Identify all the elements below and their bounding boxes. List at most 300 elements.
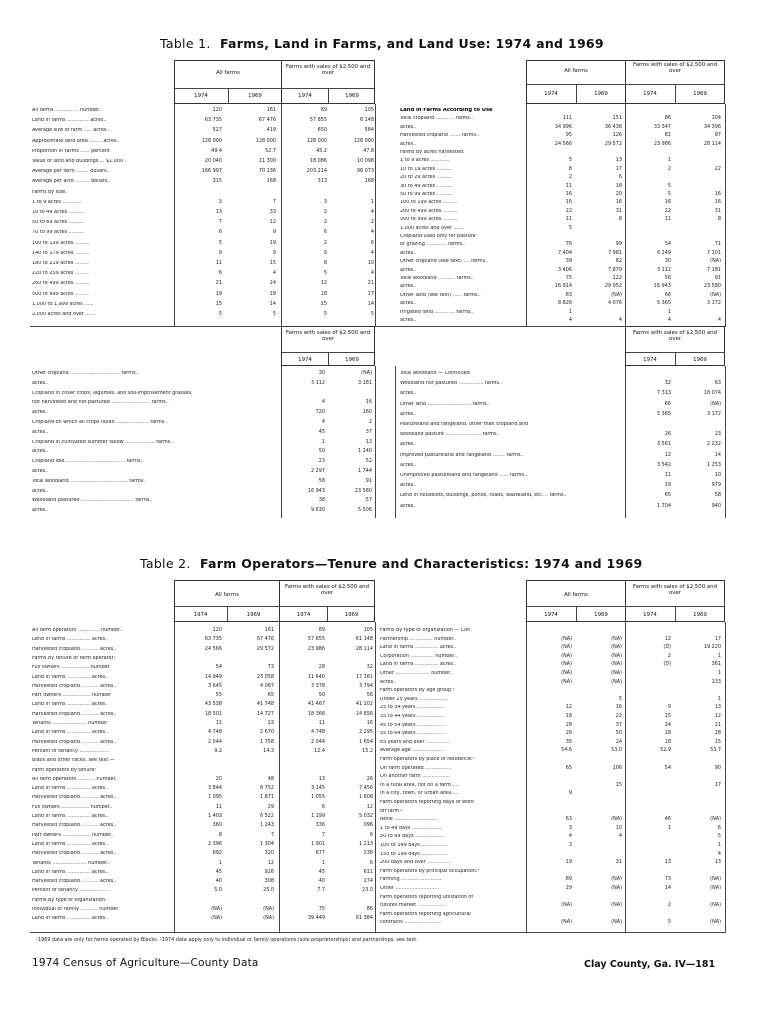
t1-right-row-label: 20 to 29 acres .......... [400,175,453,181]
t1-left-row-cell: 166 997 [201,168,222,175]
table1-title [160,38,604,51]
t2-right-row-cell: (NA) [611,902,622,909]
t2-right-row-cell: 63 [565,816,572,823]
t2-left-row-cell: 12.4 [314,747,325,754]
t2-right-row-cell: (NA) [561,678,572,685]
t2-left-row-label: All farm operators .............. number.. [32,628,123,633]
t1-right-row-cell: 5 [667,182,671,189]
t1-lower-left-row-cell: 2 [368,419,372,425]
t1-left-row-cell: 161 [266,107,276,113]
t2-left-row-cell: 120 [212,627,222,633]
t2-left-row-label: Land in farms ............... acres.. [32,730,109,736]
t1-lower-left-row-label: acres.. [32,449,49,455]
t2-right-row-label: 150 to 199 days ................. [380,851,448,857]
t1-left-row-cell: 12 [269,219,276,226]
t1-lower-right-year-1974: 1974 [643,357,657,363]
t1-right-row-cell: 36 438 [604,123,622,130]
t2-left-row-cell: 3 145 [310,785,325,792]
t2-left-row-cell: 7 456 [358,785,373,792]
t1-lower-left-row-label: Cropland idle ...................................... farms.. [32,459,144,465]
t2-right-row-cell: 5 [618,695,622,702]
t2-left-row-cell: 2 295 [358,729,373,736]
t2-right-row-label: On farm operated ................. [380,765,452,771]
t2-left-row-cell: 18 366 [307,710,325,717]
t2-right-row-cell: 29 [565,885,572,891]
t1-left-row-cell: 18 086 [309,158,327,164]
t1-left-row-label: 500 to 999 acres ......... [32,291,89,297]
t2-right-row-cell: (NA) [611,644,622,651]
t1-right-row-cell: 6 249 [656,249,671,256]
t1-lower-right-row-cell: 2 232 [706,441,721,448]
t1-right-row-cell: 16 [565,199,572,206]
t2-right-row-cell: 5 [667,919,671,926]
t1-lower-right-row-cell: 19 [664,482,671,489]
t2-right-row-label: 200 days and over ............... [380,860,451,866]
t1-right-row-cell: 4 [667,317,671,323]
t1-lower-left-row-cell: 3 112 [310,379,325,386]
t1-right-row-cell: 28 114 [703,140,721,147]
t1-left-row-cell: 168 [266,178,276,185]
t1-left-row-cell: 9 [218,249,222,256]
t1-right-row-cell: 122 [612,275,622,281]
t1-lower-right-row-cell: 26 [664,431,671,438]
t1-lower-right-row-cell: 32 [664,380,671,387]
t2-right-row-cell: 361 [711,661,721,668]
t2-left-row-cell: 3 794 [358,682,373,689]
t1-lower-left-row-cell: 2 297 [310,468,325,474]
t1-left-row-cell: 2 [323,239,327,246]
t2-left-year-1974-a: 1974 [193,612,208,618]
t2-right-row-cell: 54.6 [561,747,572,754]
footnote: ¹1969 data are only for farms operated by Blacks. ²1974 data apply only to individual or family operations (sole proprietorships) and partnerships, see text. [36,937,418,943]
t2-right-row-cell: 2 [667,902,671,909]
t1-lower-left-row-cell: 5 506 [357,507,372,514]
t1-lower-right-row-label: Unimproved pastureland and rangeland ...... farms.. [400,473,528,478]
t2-left-row-cell: 55 [215,692,222,699]
t2-right-row-cell: 18 [664,730,671,737]
t1-left-row-cell: 419 [266,127,276,134]
t2-left-row-cell: 336 [315,822,325,829]
t1-left-row-cell: 105 [364,107,374,113]
t1-left-row-label: Proportion in farms ...... percent [32,148,110,154]
t1-right-row-cell: 20 [615,191,622,197]
t2-left-row-label: Percent of tenancy ................... [32,748,110,754]
t2-left-row-cell: 1 901 [310,840,325,847]
t1-right-row-cell: 2 [568,174,572,181]
t2-right-col-sales: Farms with sales of $2,500 and over [632,584,718,597]
t2-left-row-cell: 14 949 [204,673,222,680]
t1-left-row-cell: 2 [323,219,327,226]
t2-right-row-cell: (NA) [611,635,622,642]
t2-left-row-cell: 11 640 [307,673,325,680]
t1-left-row-cell: 24 [269,280,276,287]
t2-left-row-label: Harvested cropland ........... acres.. [32,646,117,652]
t2-right-row-cell: (NA) [710,876,721,883]
t1-lower-right-row-label: acres.. [400,483,417,489]
t1-right-row-cell: 7 981 [607,249,622,256]
t2-left-row-cell: 23 [267,720,274,726]
t1-lower-right-row-cell: 23 [714,431,721,438]
t1-left-row-cell: 4 [272,270,276,277]
t1-left-row-cell: 11 [215,260,222,266]
t1-left-row-cell: 650 [317,127,327,134]
t1-right-row-cell: 16 943 [653,283,671,290]
t1-left-row-cell: 18 [320,290,327,297]
t1-right-row-cell: 34 396 [703,123,721,130]
t1-right-row-label: Total cropland ............ farms.. [400,116,474,122]
t1-lower-left-row-cell: 37 [365,428,372,435]
t2-left-row-cell: 5.0 [214,887,222,894]
t2-right-row-cell: (NA) [611,652,622,659]
t2-left-row-label: Harvested cropland ........... acres.. [32,795,117,801]
t2-right-row-cell: 19 [565,859,572,866]
t1-lower-right-row-label: acres.. [400,462,417,468]
t1-left-row-cell: 1 [370,198,374,205]
t1-right-row-cell: 11 [664,216,671,223]
t2-right-row-cell: 3 [568,824,572,831]
t1-right-row-cell: 66 [664,291,671,298]
t1-left-year-1974-b: 1974 [298,93,312,99]
t2-right-row-cell: 5 [717,833,721,840]
t1-left-row-label: 220 to 259 acres ......... [32,271,89,277]
t2-right-row-label: off farm:² [380,808,403,814]
t1-right-row-cell: 71 [714,241,721,248]
t2-right-row-cell: 6 [717,824,721,831]
t1-right-row-cell: 76 [565,241,572,248]
t1-lower-left-row-label: acres.. [32,410,49,416]
t2-left-row-cell: 39 449 [307,915,325,922]
t2-right-row-cell: (NA) [561,652,572,659]
t1-lower-right-row-label: acres.. [400,411,417,417]
t2-right-row-cell: 1 [717,695,721,702]
t1-lower-left-row-cell: 50 [318,448,325,455]
footer-page-ref: Clay County, Ga. IV—181 [584,959,716,970]
t1-right-row-label: Other land (see text) ...... farms.. [400,292,481,298]
t2-left-row-cell: 6 [369,859,373,866]
t2-right-row-cell: 90 [714,764,721,771]
t1-lower-right-row-label: Total woodland — Continued [400,371,470,376]
t2-right-row-cell: 50 [615,730,622,737]
t1-left-row-cell: 313 [317,178,327,185]
t1-right-row-cell: 97 [714,132,721,139]
t2-left-row-cell: 32 [366,664,373,671]
t2-right-row-label: 35 to 44 years .................. [380,714,446,719]
t1-lower-left-row-cell: 45 [318,428,325,435]
t2-right-row-label: 100 to 149 days ................. [380,843,448,848]
t2-left-row-cell: 89 [318,627,325,633]
t2-left-row-label: Land in farms ............... acres.. [32,786,109,791]
t1-right-row-cell: 29 052 [604,283,622,290]
t1-left-row-cell: 4 [370,229,374,236]
t2-left-row-cell: 1 304 [259,840,274,847]
t2-left-row-cell: 63 735 [204,636,222,643]
t2-right-row-cell: 13 [714,704,721,711]
t1-right-row-cell: 5 [568,224,572,231]
t1-right-row-label: 1,000 acres and over ....... [400,225,465,231]
t2-left-row-label: All farm operators ........... number.. [32,776,119,782]
t1-left-row-cell: 89 [320,107,327,113]
t2-left-row-cell: 1 199 [310,813,325,819]
t1-left-row-cell: 20 040 [204,158,222,164]
t1-right-col-all-farms: All farms [564,68,588,74]
t2-right-row-cell: 31 [615,859,622,866]
t1-left-row-cell: 18 [269,290,276,297]
t1-lower-left-row-cell: 1 [321,438,325,445]
t1-right-row-cell: 58 [664,275,671,281]
t1-right-row-cell: 24 566 [554,140,572,147]
t2-right-row-label: 55 to 64 years .................. [380,731,446,737]
t2-left-row-cell: 43 538 [204,701,222,708]
t2-right-row-cell: (NA) [561,670,572,676]
t2-right-row-label: Farm operators by place of residence:² [380,757,475,762]
t2-right-row-cell: 16 [615,704,622,711]
t2-left-row-cell: 677 [315,850,325,857]
t2-right-row-cell: 12 [565,704,572,711]
t2-right-row-cell: 28 [714,730,721,737]
t1-right-row-cell: 16 [664,199,671,206]
t1-right-row-cell: 33 347 [653,123,671,130]
t2-right-row-cell: (NA) [611,876,622,883]
t2-right-row-label: Land in farms ............... acres.. [380,662,457,668]
t2-right-row-label: Other ...................... number.. [380,671,453,676]
t2-right-row-cell: (NA) [561,635,572,642]
t2-left-row-cell: 4 748 [310,729,325,736]
t2-left-col-all-farms: All farms [215,592,239,598]
t2-right-row-cell: (NA) [561,644,572,651]
t1-right-year-1969-a: 1969 [594,91,608,97]
t1-lower-right-row-cell: 11 [664,472,671,478]
t1-lower-left-row-cell: 30 [318,370,325,376]
t2-right-row-label: None ............................ [380,817,438,823]
t1-right-row-cell: 22 [714,165,721,172]
t1-left-row-cell: 4 [370,270,374,277]
t2-left-row-label: Black and other races, see text — [32,758,115,764]
t1-lower-right-row-cell: 3 561 [656,441,671,448]
t1-right-row-cell: 81 [664,132,671,139]
t2-left-row-cell: 105 [363,627,373,633]
t1-right-row-cell: 16 [615,199,622,206]
t1-lower-right-col-sales: Farms with sales of $2,500 and over [632,330,718,343]
t1-left-row-cell: 10 [367,260,374,266]
t1-left-row-cell: 315 [212,178,222,185]
t1-right-row-cell: 13 [615,157,622,164]
t1-lower-right-row-cell: 63 [714,380,721,387]
t1-left-row-label: Land in farms .............. acres.. [32,118,107,124]
t1-lower-left-row-cell: 52 [365,458,372,465]
t1-left-row-cell: 4 [370,209,374,215]
table2-prefix: Table 2. [140,556,191,571]
t2-right-row-cell: 1 [667,824,671,831]
t1-right-row-cell: 18 [615,182,622,189]
t2-left-row-cell: 13 [318,775,325,782]
t1-lower-left-row-cell: 16 [365,399,372,406]
t1-lower-right-row-cell: 12 [664,451,671,458]
t2-right-row-label: Farm operators reporting days of work [380,800,474,805]
t2-left-row-cell: 12 [366,803,373,810]
t2-right-row-cell: 13 [664,859,671,866]
t2-right-row-label: Farms by type of organization — Con. [380,628,472,633]
t2-left-row-label: Land in farms ............... acres.. [32,702,109,708]
t2-left-row-cell: 1 [321,859,325,866]
t2-left-row-label: Harvested cropland ........... acres.. [32,683,117,689]
t1-left-row-label: 70 to 99 acres .......... [32,230,85,236]
t1-lower-right-row-cell: 14 [714,451,721,458]
t2-left-row-cell: 320 [264,850,274,857]
t2-left-row-cell: 1 [218,859,222,866]
t2-right-row-label: Farm operators by age group:² [380,688,455,694]
t1-left-row-cell: 21 [215,280,222,287]
t1-left-row-cell: 33 [269,209,276,215]
t2-left-row-label: Farms by tenure of farm operator: [32,655,116,661]
t2-left-row-cell: 3 645 [207,682,222,689]
t1-right-row-label: Total woodland ........... farms.. [400,276,474,281]
t2-right-row-cell: 4 [717,850,721,857]
t1-left-row-label: 100 to 139 acres ......... [32,240,89,246]
t1-right-row-cell: 7 879 [607,266,622,273]
t2-left-row-cell: 1 403 [207,813,222,819]
t1-left-row-cell: 49.4 [211,147,222,154]
t2-left-row-label: Tenants ...................... number.. [32,860,110,866]
t1-left-row-cell: 19 [215,290,222,297]
t1-lower-left-row-label: acres.. [32,380,49,386]
t1-right-row-cell: 83 [565,291,572,298]
t2-left-row-label: Land in farms ............... acres.. [32,869,109,875]
t2-left-row-cell: 65 [267,692,274,699]
t2-right-row-cell: (D) [663,644,671,651]
t1-right-row-cell: 17 [615,165,622,172]
t1-right-row-label: 50 to 99 acres .......... [400,192,453,197]
t2-left-row-cell: 14 727 [256,710,274,717]
t2-right-row-label: futures market .................. [380,903,446,909]
t1-left-row-label: Approximate land area ........ acres.. [32,138,120,144]
t1-right-row-cell: 39 [565,258,572,265]
t2-right-row-cell: 1 [717,652,721,659]
t1-left-row-cell: 52.7 [265,147,276,154]
t2-left-row-cell: 20 [215,775,222,782]
t2-left-row-cell: 14 656 [355,710,373,717]
t2-left-row-label: Farm operators by tenure¹ [32,767,97,773]
t1-left-row-cell: 5 [218,311,222,317]
t1-right-row-label: acres.. [400,141,417,147]
t2-left-row-cell: 23 986 [307,645,325,652]
t1-lower-right-row-cell: (NA) [710,400,721,407]
t2-right-row-cell: (NA) [611,670,622,676]
t1-lower-right-row-cell: 10 [714,472,721,478]
t2-left-row-cell: 11 [215,803,222,810]
t1-right-row-cell: 6 [618,174,622,181]
t1-left-row-cell: 7 [218,219,222,226]
t1-lower-left-row-label: Other cropland ................................ farms.. [32,371,139,376]
t2-left-row-cell: (NA) [211,906,222,912]
t1-right-row-cell: 16 [714,191,721,197]
t1-left-row-cell: 57 855 [309,117,327,124]
t2-right-row-cell: 22 [615,713,622,719]
t1-lower-right-row-cell: 58 [714,492,721,499]
t2-right-row-cell: 15 [714,738,721,745]
t2-left-row-cell: 41 748 [256,701,274,708]
t2-left-row-label: Full owners .................. number.. [32,804,113,810]
t2-right-row-cell: 9 [667,704,671,711]
t1-left-row-cell: 15 [320,300,327,307]
t2-left-row-cell: 29 572 [256,645,274,652]
t1-lower-left-row-cell: 3 181 [357,379,372,386]
t2-right-row-cell: 13 [714,859,721,866]
t1-lower-left-row-cell: 4 [321,399,325,406]
t1-right-row-cell: 3 172 [706,300,721,307]
t2-left-row-cell: 26 [366,775,373,782]
t2-left-row-cell: 926 [264,868,274,875]
t2-left-row-cell: 48 [267,775,274,782]
t1-lower-left-row-cell: 57 [365,497,372,504]
t2-right-row-cell: (D) [663,661,671,668]
t1-right-row-cell: 23 986 [653,140,671,147]
table1-prefix: Table 1. [160,36,211,51]
t1-right-row-cell: 23 580 [703,283,721,290]
t1-left-row-cell: 9 [272,249,276,256]
t2-left-year-1974-b: 1974 [296,612,311,618]
t2-left-row-cell: 29 [267,803,274,810]
t1-left-row-label: All farms ............... number.. [32,108,102,113]
t1-right-row-label: or grazing ............. farms.. [400,242,466,248]
t2-right-row-cell: (NA) [710,919,721,926]
t1-right-row-label: Land in Farms According to Use [400,108,493,113]
t1-left-row-label: 10 to 49 acres .......... [32,210,85,215]
t1-right-row-label: Harvested cropland ....... farms.. [400,133,480,139]
t1-lower-right-row-label: acres.. [400,391,417,397]
t2-right-row-label: Farm operators reporting utilization of [380,894,474,900]
t2-right-row-cell: 37 [615,721,622,728]
t1-lower-left-row-label: acres.. [32,488,49,494]
t1-lower-left-row-label: Cropland in cover crops, legumes, and soil-improvement grasses, [32,390,193,396]
t1-right-row-cell: 7 101 [706,249,721,256]
t2-left-row-cell: 7 [321,831,325,838]
t2-right-row-label: Farm operators by principal occupation:² [380,868,480,874]
t2-left-row-cell: 2 044 [207,738,222,745]
t2-right-row-label: On another farm .................. [380,774,451,780]
t1-left-row-cell: 15 [269,260,276,266]
t1-left-row-cell: 17 [367,290,374,297]
t1-lower-left-row-cell: 23 580 [354,487,372,494]
t1-right-row-cell: 31 [615,207,622,214]
t2-right-row-cell: 1 [717,670,721,676]
t2-left-row-cell: 75 [318,906,325,912]
t1-left-row-cell: 98 073 [356,168,374,175]
t1-right-row-cell: 111 [562,115,572,122]
t2-right-year-1969-a: 1969 [594,612,608,618]
t1-right-row-cell: (NA) [611,291,622,298]
t2-left-row-cell: 1 095 [207,794,222,801]
t2-left-row-cell: 11 [215,720,222,726]
t2-right-row-cell: (NA) [611,678,622,685]
t2-left-row-cell: 73 [267,664,274,671]
t1-right-row-label: Cropland used only for pasture [400,234,476,239]
t2-left-row-cell: 2 396 [207,840,222,847]
t1-left-row-cell: 15 [215,300,222,307]
t2-right-row-cell: 106 [612,764,622,771]
t1-left-row-cell: 120 [212,107,222,113]
t1-lower-left-row-cell: 16 943 [307,487,325,494]
t1-right-row-label: acres.. [400,284,417,290]
t2-right-row-cell: 133 [711,678,721,685]
t1-left-row-cell: 3 [323,198,327,205]
t1-lower-right-year-1969: 1969 [693,357,707,363]
t1-right-row-cell: 8 [618,216,622,223]
t1-right-row-cell: 8 [568,165,572,172]
t1-left-row-label: Farms by size: [32,189,67,195]
t1-left-year-1974-a: 1974 [194,93,208,99]
t2-left-row-label: Harvested cropland ........... acres.. [32,879,117,884]
t1-left-row-cell: 5 [272,311,276,317]
